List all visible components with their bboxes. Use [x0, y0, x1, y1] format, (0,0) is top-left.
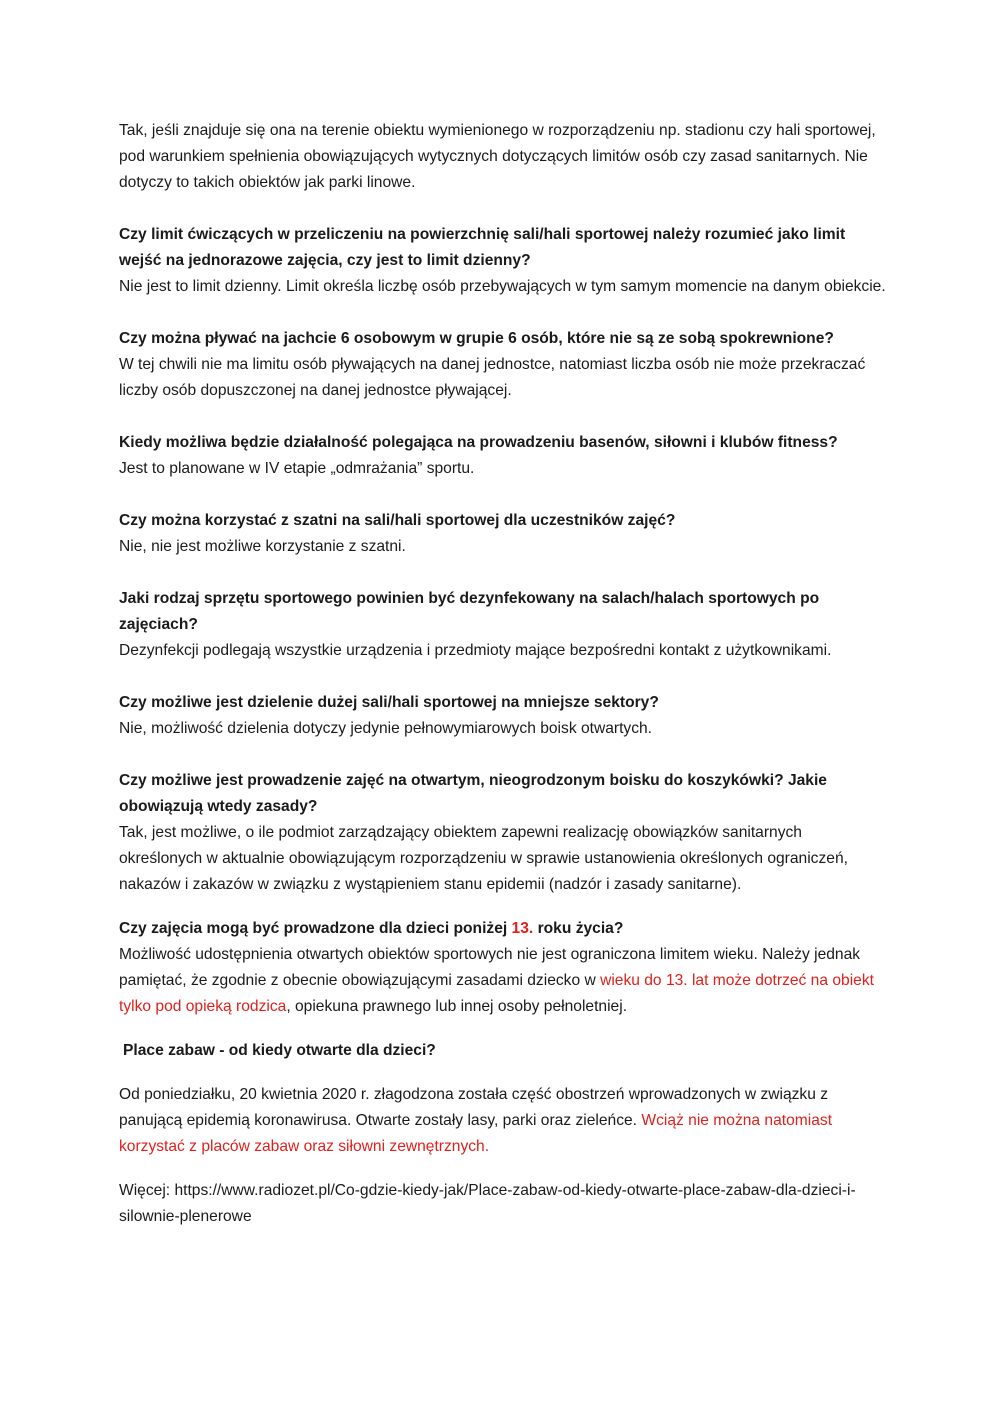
playground-highlight: Wciąż nie można natomiast korzystać z placów zabaw oraz siłowni zewnętrznych.	[119, 1112, 833, 1155]
answer: Tak, jest możliwe, o ile podmiot zarządzający obiektem zapewni realizację obowiązków sanitarnych określonych w aktualnie obowiązującym rozporządzeniu w sprawie ustanowienia określonych ograniczeń, nakazów i zakazów w związku z wystąpieniem stanu epidemii (nadzór i zasady sanitarne).	[119, 824, 848, 893]
qa-item	[119, 430, 889, 482]
intro-paragraph: Tak, jeśli znajduje się ona na terenie obiektu wymienionego w rozporządzeniu np. stadionu czy hali sportowej, pod warunkiem spełnienia obowiązujących wytycznych dotyczących limitów osób czy zasad sanitarnych. Nie dotyczy to takich obiektów jak parki linowe.	[119, 122, 876, 191]
qa-item	[119, 326, 889, 404]
answer: W tej chwili nie ma limitu osób pływających na danej jednostce, natomiast liczba osób nie może przekraczać liczby osób dopuszczonej na danej jednostce pływającej.	[119, 356, 866, 399]
qa-item-children	[119, 916, 889, 1020]
answer: Dezynfekcji podlegają wszystkie urządzenia i przedmioty mające bezpośredni kontakt z użytkownikami.	[119, 642, 832, 659]
question-text: Czy zajęcia mogą być prowadzone dla dzieci poniżej	[119, 920, 512, 937]
answer: Nie, nie jest możliwe korzystanie z szatni.	[119, 538, 406, 555]
question: Czy można pływać na jachcie 6 osobowym w grupie 6 osób, które nie są ze sobą spokrewnione?	[119, 330, 834, 347]
question-children	[119, 916, 889, 942]
playground-text: Od poniedziałku, 20 kwietnia 2020 r. złagodzona została część obostrzeń wprowadzonych w związku z panującą epidemią koronawirusa. Otwarte zostały lasy, parki oraz zieleńce.	[119, 1086, 829, 1129]
qa-item	[119, 586, 889, 664]
answer: Jest to planowane w IV etapie „odmrażania” sportu.	[119, 460, 475, 477]
question: Czy możliwe jest prowadzenie zajęć na otwartym, nieogrodzonym boisku do koszykówki? Jakie obowiązują wtedy zasady?	[119, 772, 827, 815]
question-text: roku życia?	[533, 920, 624, 937]
answer-highlight: wieku do 13. lat może dotrzeć na obiekt tylko pod opieką rodzica	[119, 972, 874, 1015]
answer-children	[119, 942, 889, 1020]
answer-text: , opiekuna prawnego lub innej osoby pełnoletniej.	[286, 998, 628, 1015]
question: Czy możliwe jest dzielenie dużej sali/hali sportowej na mniejsze sektory?	[119, 694, 659, 711]
qa-item	[119, 690, 889, 742]
question: Czy można korzystać z szatni na sali/hali sportowej dla uczestników zajęć?	[119, 512, 676, 529]
document-page	[119, 118, 889, 1230]
qa-item	[119, 222, 889, 300]
answer-text: Możliwość udostępnienia otwartych obiektów sportowych nie jest ograniczona limitem wieku. Należy jednak pamiętać, że zgodnie z obecnie obowiązującymi zasadami dziecko w	[119, 946, 861, 989]
answer: Nie, możliwość dzielenia dotyczy jedynie pełnowymiarowych boisk otwartych.	[119, 720, 653, 737]
more-link[interactable]: Więcej: https://www.radiozet.pl/Co-gdzie-kiedy-jak/Place-zabaw-od-kiedy-otwarte-place-zabaw-dla-dzieci-i-silownie-plenerowe	[119, 1182, 856, 1225]
question: Jaki rodzaj sprzętu sportowego powinien być dezynfekowany na salach/halach sportowych po zajęciach?	[119, 590, 820, 633]
answer: Nie jest to limit dzienny. Limit określa liczbę osób przebywających w tym samym momencie na danym obiekcie.	[119, 278, 886, 295]
qa-item	[119, 508, 889, 560]
question: Kiedy możliwa będzie działalność polegająca na prowadzeniu basenów, siłowni i klubów fitness?	[119, 434, 838, 451]
age-highlight: 13.	[511, 920, 534, 937]
qa-item	[119, 768, 889, 898]
playground-heading: Place zabaw - od kiedy otwarte dla dzieci?	[123, 1042, 436, 1059]
playground-paragraph	[119, 1082, 889, 1160]
question: Czy limit ćwiczących w przeliczeniu na powierzchnię sali/hali sportowej należy rozumieć jako limit wejść na jednorazowe zajęcia, czy jest to limit dzienny?	[119, 226, 846, 269]
